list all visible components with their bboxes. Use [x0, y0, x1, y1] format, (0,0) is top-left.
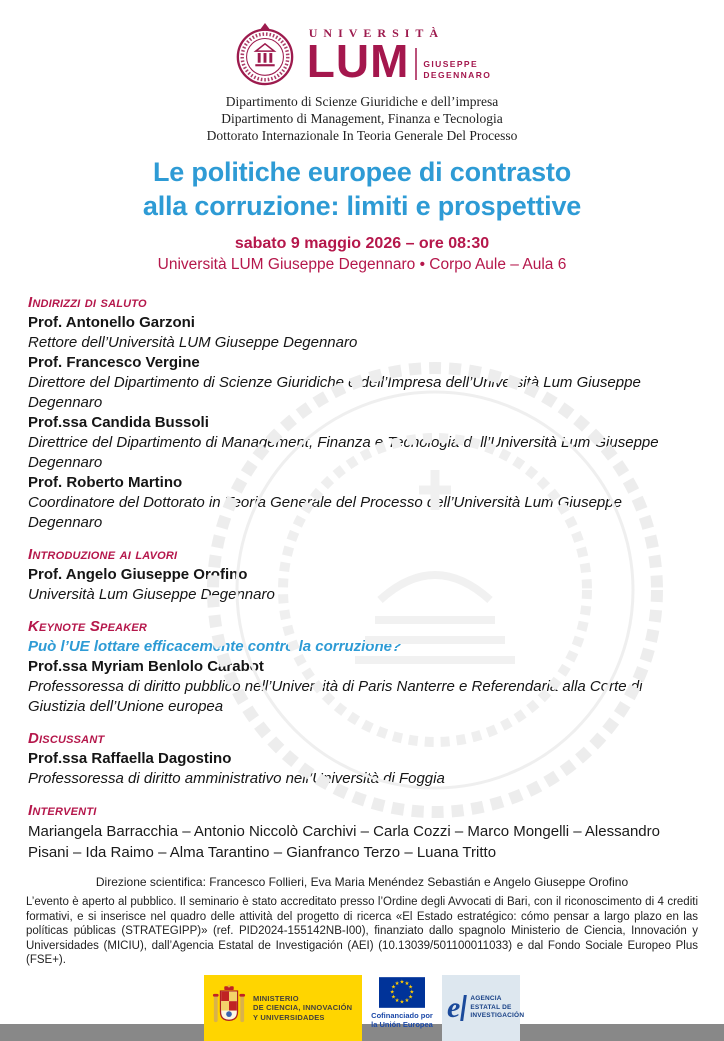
speaker-name: Prof. Angelo Giuseppe Orofino [28, 566, 248, 583]
speaker-role: Università Lum Giuseppe Degennaro [28, 586, 275, 603]
ministry-logo [204, 975, 362, 1041]
title-line-2: alla corruzione: limiti e prospettive [142, 191, 582, 221]
section-heading: Keynote Speaker [28, 618, 148, 635]
section-heading: Discussant [28, 730, 105, 747]
spain-coat-of-arms-icon [212, 983, 246, 1033]
wordmark-divider [415, 48, 417, 80]
speaker-name: Prof. Roberto Martino [28, 474, 183, 491]
section-heading: Indirizzi di saluto [28, 294, 147, 311]
programme [0, 275, 724, 863]
department-line: Dipartimento di Scienze Giuridiche e dell’impresa [225, 94, 499, 109]
eu-star-icon: ★ [391, 994, 396, 1001]
speaker-role: Professoressa di diritto pubblico nell’Università di Paris Nanterre e Referendaria alla Corte di Giustizia dell’Unione europea [28, 678, 643, 715]
department-line: Dottorato Internazionale In Teoria Generale Del Processo [206, 128, 518, 143]
agency-label-line: AGENCIA [470, 995, 502, 1003]
founder-name-line1: GIUSEPPE [423, 58, 479, 69]
lum-logo [0, 20, 724, 88]
eu-star-icon: ★ [408, 984, 413, 991]
speaker-role: Rettore dell’Università LUM Giuseppe Degennaro [28, 334, 358, 351]
ministry-label-line: Y UNIVERSIDADES [253, 1012, 325, 1022]
accreditation-note: L’evento è aperto al pubblico. Il seminario è stato accreditato presso l’Ordine degli Avvocati di Bari, con il riconoscimento di 4 crediti formativi, e si inserisce nel quadro delle attività del progetto di ricerca «El Estado estratégico: cómo pensar a largo plazo en las políticas públicas (STRATEGIPP)» (ref. PID2024-155142NB-I00), finanziato dallo spagnolo Ministerio de Ciencia, Innovación y Universidades (MICIU), dall’Agencia Estatal de Investigación (AEI) (10.13039/501100011033) e dal Fondo Sociale Europeo Plus (FSE+). [26, 896, 698, 967]
lum-acronym: LUM [306, 34, 410, 87]
founder-name-line2: DEGENNARO [423, 69, 492, 80]
section-discussant [28, 729, 696, 789]
section-introduzione-ai-lavori [28, 545, 696, 605]
speaker-role: Direttrice del Dipartimento di Management, Finanza e Tecnologia dell’Università Lum Giuseppe Degennaro [28, 434, 659, 471]
founder-name [423, 59, 491, 82]
eu-star-icon: ★ [394, 998, 400, 1005]
direzione-scientifica: Direzione scientifica: Francesco Follieri, Eva Maria Menéndez Sebastián e Angelo Giuseppe Orofino [95, 875, 629, 889]
event-datetime: sabato 9 maggio 2026 – ore 08:30 [234, 235, 490, 252]
section-indirizzi-di-saluto [28, 293, 696, 533]
eu-star-icon: ★ [404, 981, 410, 988]
eu-star-icon: ★ [409, 989, 415, 996]
funding-logos [0, 975, 724, 1041]
speaker-role: Direttore del Dipartimento di Scienze Giuridiche e dell’Impresa dell’Università Lum Giuseppe Degennaro [28, 374, 641, 411]
section-interventi [28, 801, 696, 863]
section-heading: Introduzione ai lavori [28, 546, 178, 563]
agency-logo [442, 975, 525, 1041]
ministry-label-line: DE CIENCIA, INNOVACIÓN [253, 1003, 353, 1013]
event-info [0, 233, 724, 275]
speaker-role: Coordinatore del Dottorato in Teoria Generale del Processo dell’Università Lum Giuseppe Degennaro [28, 494, 622, 531]
ministry-label-line: MINISTERIO [253, 993, 299, 1003]
university-label: UNIVERSITÀ [308, 25, 445, 40]
eu-caption [371, 1011, 433, 1029]
eu-cofunding-logo [366, 975, 438, 1041]
eu-star-icon: ★ [389, 989, 395, 996]
eu-star-icon: ★ [399, 979, 405, 986]
page-title [0, 155, 724, 223]
agency-label [470, 995, 524, 1021]
eu-star-icon: ★ [399, 999, 405, 1006]
department-line: Dipartimento di Management, Finanza e Tecnologia [221, 111, 503, 126]
eu-star-icon: ★ [408, 994, 413, 1001]
speaker-name: Prof. Antonello Garzoni [28, 314, 195, 331]
lum-seal-icon [233, 21, 297, 87]
agency-label-line: ESTATAL DE [470, 1003, 512, 1011]
speaker-name: Prof. Francesco Vergine [28, 354, 200, 371]
lum-wordmark [306, 25, 492, 87]
agency-label-line: INVESTIGACIÓN [470, 1012, 525, 1020]
eu-caption-line: Cofinanciado por [371, 1010, 433, 1020]
department-list [0, 93, 724, 144]
section-heading: Interventi [28, 802, 97, 819]
agency-ei-icon: e [447, 993, 465, 1023]
interventi-names: Mariangela Barracchia – Antonio Niccolò Carchivi – Carla Cozzi – Marco Mongelli – Alessandro Pisani – Ida Raimo – Alma Tarantino – Gianfranco Terzo – Luana Tritto [28, 823, 660, 861]
speaker-name: Prof.ssa Myriam Benlolo Carabot [28, 658, 264, 675]
speaker-name: Prof.ssa Candida Bussoli [28, 414, 209, 431]
keynote-question: Può l’UE lottare efficacemente contro la corruzione? [28, 638, 402, 655]
eu-star-icon: ★ [391, 984, 396, 991]
eu-flag-icon [379, 977, 425, 1008]
title-line-1: Le politiche europee di contrasto [153, 157, 571, 187]
eu-star-icon: ★ [404, 998, 410, 1005]
header [0, 0, 724, 144]
speaker-role: Professoressa di diritto amministrativo nell’Università di Foggia [28, 770, 445, 787]
eu-caption-line: la Unión Europea [371, 1019, 433, 1029]
section-keynote-speaker [28, 617, 696, 717]
speaker-name: Prof.ssa Raffaella Dagostino [28, 750, 232, 767]
ministry-label [253, 994, 352, 1023]
eu-star-icon: ★ [394, 981, 400, 988]
event-venue: Università LUM Giuseppe Degennaro • Corpo Aule – Aula 6 [157, 256, 567, 273]
